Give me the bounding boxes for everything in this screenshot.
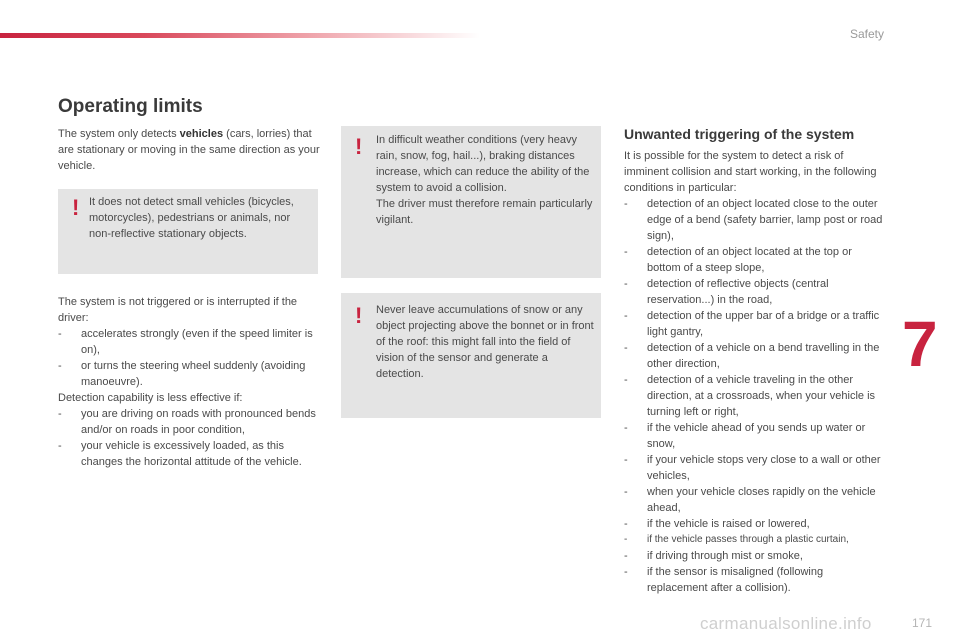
chapter-number: 7 — [902, 308, 938, 380]
list-item: - or turns the steering wheel suddenly (avoiding manoeuvre). — [58, 360, 306, 388]
page-number: 171 — [912, 616, 933, 630]
list-item: - detection of an object located at the top or bottom of a steep slope, — [624, 246, 852, 274]
header-accent-bar — [0, 33, 480, 38]
list-item: - if the vehicle is raised or lowered, — [624, 518, 810, 530]
list-item: - if the sensor is misaligned (following replacement after a collision). — [624, 566, 824, 594]
not-triggered-lead: The system is not triggered or is interrupted if the driver: — [58, 296, 298, 324]
list-item: - when your vehicle closes rapidly on the vehicle ahead, — [624, 486, 876, 514]
list-item: - detection of an object located close to the outer edge of a bend (safety barrier, lamp post or road sign), — [624, 198, 883, 242]
section-label: Safety — [849, 27, 884, 41]
warning-icon: ! — [355, 134, 363, 159]
driver-conditions-list — [58, 326, 324, 390]
list-item: - detection of reflective objects (central reservation...) in the road, — [624, 278, 829, 306]
warning-box-small-objects — [58, 189, 318, 274]
intro-bold-term: vehicles — [179, 128, 224, 140]
unwanted-triggering-section — [624, 148, 886, 596]
detection-capability-lead: Detection capability is less effective if: — [58, 392, 243, 404]
unwanted-conditions-list — [624, 196, 886, 596]
warning-text: Never leave accumulations of snow or any object projecting above the bonnet or in front of the roof: this might fall into the field of vision of the sensor and generate a detection. — [376, 304, 594, 380]
list-item: - detection of a vehicle on a bend travelling in the other direction, — [624, 342, 880, 370]
warning-box-weather — [341, 126, 601, 278]
list-item: - if your vehicle stops very close to a wall or other vehicles, — [624, 454, 881, 482]
list-item: - you are driving on roads with pronounced bends and/or on roads in poor condition, — [58, 408, 316, 436]
list-item: - accelerates strongly (even if the speed limiter is on), — [58, 328, 313, 356]
warning-icon: ! — [355, 303, 363, 328]
intro-paragraph — [58, 126, 324, 174]
warning-icon: ! — [72, 195, 80, 220]
warning-text: In difficult weather conditions (very heavy rain, snow, fog, hail...), braking distances increase, which can reduce the ability of the system to avoid a collision. The driver must therefore remain particularly vigilant. — [376, 134, 593, 226]
not-triggered-section — [58, 294, 324, 470]
list-item: - detection of a vehicle traveling in the other direction, at a crossroads, when your vehicle is turning left or right, — [624, 374, 876, 418]
reduced-capability-list — [58, 406, 324, 470]
intro-text-start: The system only detects — [58, 128, 180, 140]
list-item: - your vehicle is excessively loaded, as this changes the horizontal attitude of the vehicle. — [58, 440, 302, 468]
warning-box-snow — [341, 293, 601, 418]
warning-text: It does not detect small vehicles (bicycles, motorcycles), pedestrians or animals, nor non-reflective stationary objects. — [89, 196, 294, 240]
intro-text-end: (cars, lorries) that are stationary or moving in the same direction as your vehicle. — [58, 128, 320, 172]
watermark: carmanualsonline.info — [700, 614, 872, 633]
list-item: - if the vehicle ahead of you sends up water or snow, — [624, 422, 866, 450]
list-item: - if the vehicle passes through a plastic curtain, — [624, 534, 849, 545]
page-title: Operating limits — [58, 96, 203, 117]
section-heading-unwanted-triggering: Unwanted triggering of the system — [624, 126, 855, 142]
list-item: - detection of the upper bar of a bridge or a traffic light gantry, — [624, 310, 880, 338]
list-item: - if driving through mist or smoke, — [624, 550, 803, 562]
unwanted-lead: It is possible for the system to detect a risk of imminent collision and start working, in the following conditions in particular: — [624, 150, 877, 194]
